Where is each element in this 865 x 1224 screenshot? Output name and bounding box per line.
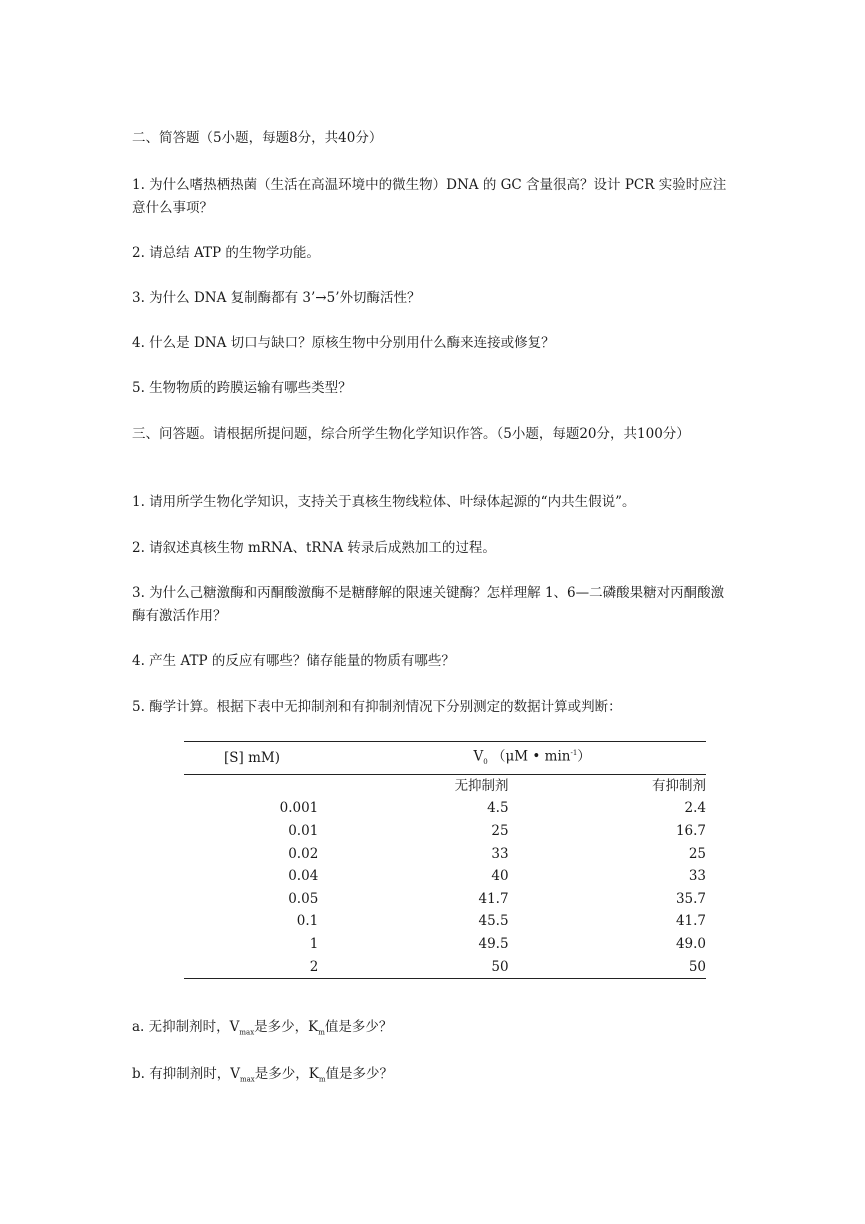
header-v-unit-sup: -1 bbox=[570, 749, 578, 757]
cell-velocity-with-inhibitor: 16.7 bbox=[675, 822, 706, 839]
cell-substrate-conc: 1 bbox=[309, 935, 319, 952]
section-3-question-5: 5. 酶学计算。根据下表中无抑制剂和有抑制剂情况下分别测定的数据计算或判断： bbox=[132, 699, 622, 715]
section-2-question-2: 2. 请总结 ATP 的生物学功能。 bbox=[132, 245, 320, 261]
subquestion-a-km-sub: m bbox=[318, 1028, 325, 1037]
table-subheader-row bbox=[184, 774, 706, 797]
table-row bbox=[184, 910, 706, 933]
subquestion-a-vmax-sub: max bbox=[239, 1028, 255, 1037]
enzyme-kinetics-table bbox=[184, 741, 706, 979]
header-v-symbol: V bbox=[473, 748, 484, 765]
cell-velocity-with-inhibitor: 50 bbox=[688, 958, 706, 975]
cell-substrate-conc: 0.1 bbox=[296, 913, 319, 930]
section-2-question-1: 1. 为什么嗜热栖热菌（生活在高温环境中的微生物）DNA 的 GC 含量很高？设计 PCR 实验时应注意什么事项？ bbox=[132, 177, 727, 216]
cell-velocity-no-inhibitor: 25 bbox=[491, 822, 509, 839]
cell-velocity-no-inhibitor: 40 bbox=[491, 868, 509, 885]
subquestion-b-vmax-sub: max bbox=[239, 1075, 255, 1084]
cell-substrate-conc: 0.04 bbox=[288, 868, 319, 885]
header-v-subscript: 0 bbox=[483, 758, 488, 767]
subquestion-b-pre: b. 有抑制剂时，V bbox=[132, 1066, 240, 1082]
header-substrate-conc: [S] mM) bbox=[184, 742, 318, 775]
table-row bbox=[184, 865, 706, 888]
table-row bbox=[184, 888, 706, 911]
cell-substrate-conc: 0.02 bbox=[288, 845, 319, 862]
cell-velocity-no-inhibitor: 49.5 bbox=[478, 935, 509, 952]
subquestion-b-km-sub: m bbox=[318, 1075, 326, 1084]
header-initial-velocity bbox=[318, 742, 706, 775]
cell-velocity-with-inhibitor: 33 bbox=[688, 868, 706, 885]
cell-velocity-no-inhibitor: 33 bbox=[491, 845, 509, 862]
cell-velocity-with-inhibitor: 25 bbox=[688, 845, 706, 862]
subquestion-b-post: 值是多少？ bbox=[325, 1066, 393, 1082]
subheader-no-inhibitor: 无抑制剂 bbox=[454, 777, 509, 794]
cell-velocity-no-inhibitor: 4.5 bbox=[487, 800, 509, 817]
section-3-heading: 三、问答题。请根据所提问题，综合所学生物化学知识作答。（5小题，每题20分，共100分） bbox=[132, 426, 690, 442]
subquestion-a-pre: a. 无抑制剂时，V bbox=[132, 1019, 240, 1035]
section-3-question-2: 2. 请叙述真核生物 mRNA、tRNA 转录后成熟加工的过程。 bbox=[132, 540, 496, 556]
subquestion-a bbox=[132, 1016, 737, 1045]
section-3-question-3: 3. 为什么己糖激酶和丙酮酸激酶不是糖酵解的限速关键酶？怎样理解 1、6—二磷酸果糖对丙酮酸激酶有激活作用？ bbox=[132, 585, 725, 624]
cell-velocity-with-inhibitor: 49.0 bbox=[675, 935, 706, 952]
subheader-empty bbox=[184, 774, 318, 797]
section-2-question-5: 5. 生物物质的跨膜运输有哪些类型？ bbox=[132, 380, 352, 396]
section-3-question-4: 4. 产生 ATP 的反应有哪些？储存能量的物质有哪些？ bbox=[132, 653, 455, 669]
cell-velocity-with-inhibitor: 41.7 bbox=[675, 913, 706, 930]
cell-velocity-no-inhibitor: 41.7 bbox=[478, 890, 509, 907]
table-header-row bbox=[184, 742, 706, 775]
section-3-question-1: 1. 请用所学生物化学知识，支持关于真核生物线粒体、叶绿体起源的“内共生假说”。 bbox=[132, 494, 636, 510]
cell-velocity-with-inhibitor: 2.4 bbox=[684, 800, 706, 817]
table-row bbox=[184, 843, 706, 866]
header-v-unit-pre: （μM • min bbox=[492, 748, 571, 765]
header-v-unit-post: ） bbox=[577, 748, 591, 765]
table-row bbox=[184, 797, 706, 820]
table-row bbox=[184, 820, 706, 843]
subquestion-a-post: 值是多少？ bbox=[324, 1019, 393, 1035]
cell-substrate-conc: 0.001 bbox=[279, 800, 319, 817]
cell-velocity-no-inhibitor: 45.5 bbox=[478, 913, 509, 930]
section-2-question-3: 3. 为什么 DNA 复制酶都有 3’→5’外切酶活性？ bbox=[132, 290, 421, 306]
subquestion-a-mid: 是多少，K bbox=[254, 1019, 319, 1035]
cell-substrate-conc: 0.01 bbox=[288, 822, 319, 839]
subquestion-b bbox=[132, 1063, 737, 1092]
section-2-question-4: 4. 什么是 DNA 切口与缺口？原核生物中分别用什么酶来连接或修复？ bbox=[132, 335, 555, 351]
cell-substrate-conc: 0.05 bbox=[288, 890, 319, 907]
subheader-with-inhibitor: 有抑制剂 bbox=[652, 777, 706, 794]
table-row bbox=[184, 956, 706, 979]
cell-substrate-conc: 2 bbox=[309, 958, 319, 975]
cell-velocity-with-inhibitor: 35.7 bbox=[675, 890, 706, 907]
subquestion-b-mid: 是多少，K bbox=[254, 1066, 319, 1082]
cell-velocity-no-inhibitor: 50 bbox=[491, 958, 509, 975]
section-2-heading: 二、简答题（5小题，每题8分，共40分） bbox=[132, 130, 383, 146]
table-row bbox=[184, 933, 706, 956]
